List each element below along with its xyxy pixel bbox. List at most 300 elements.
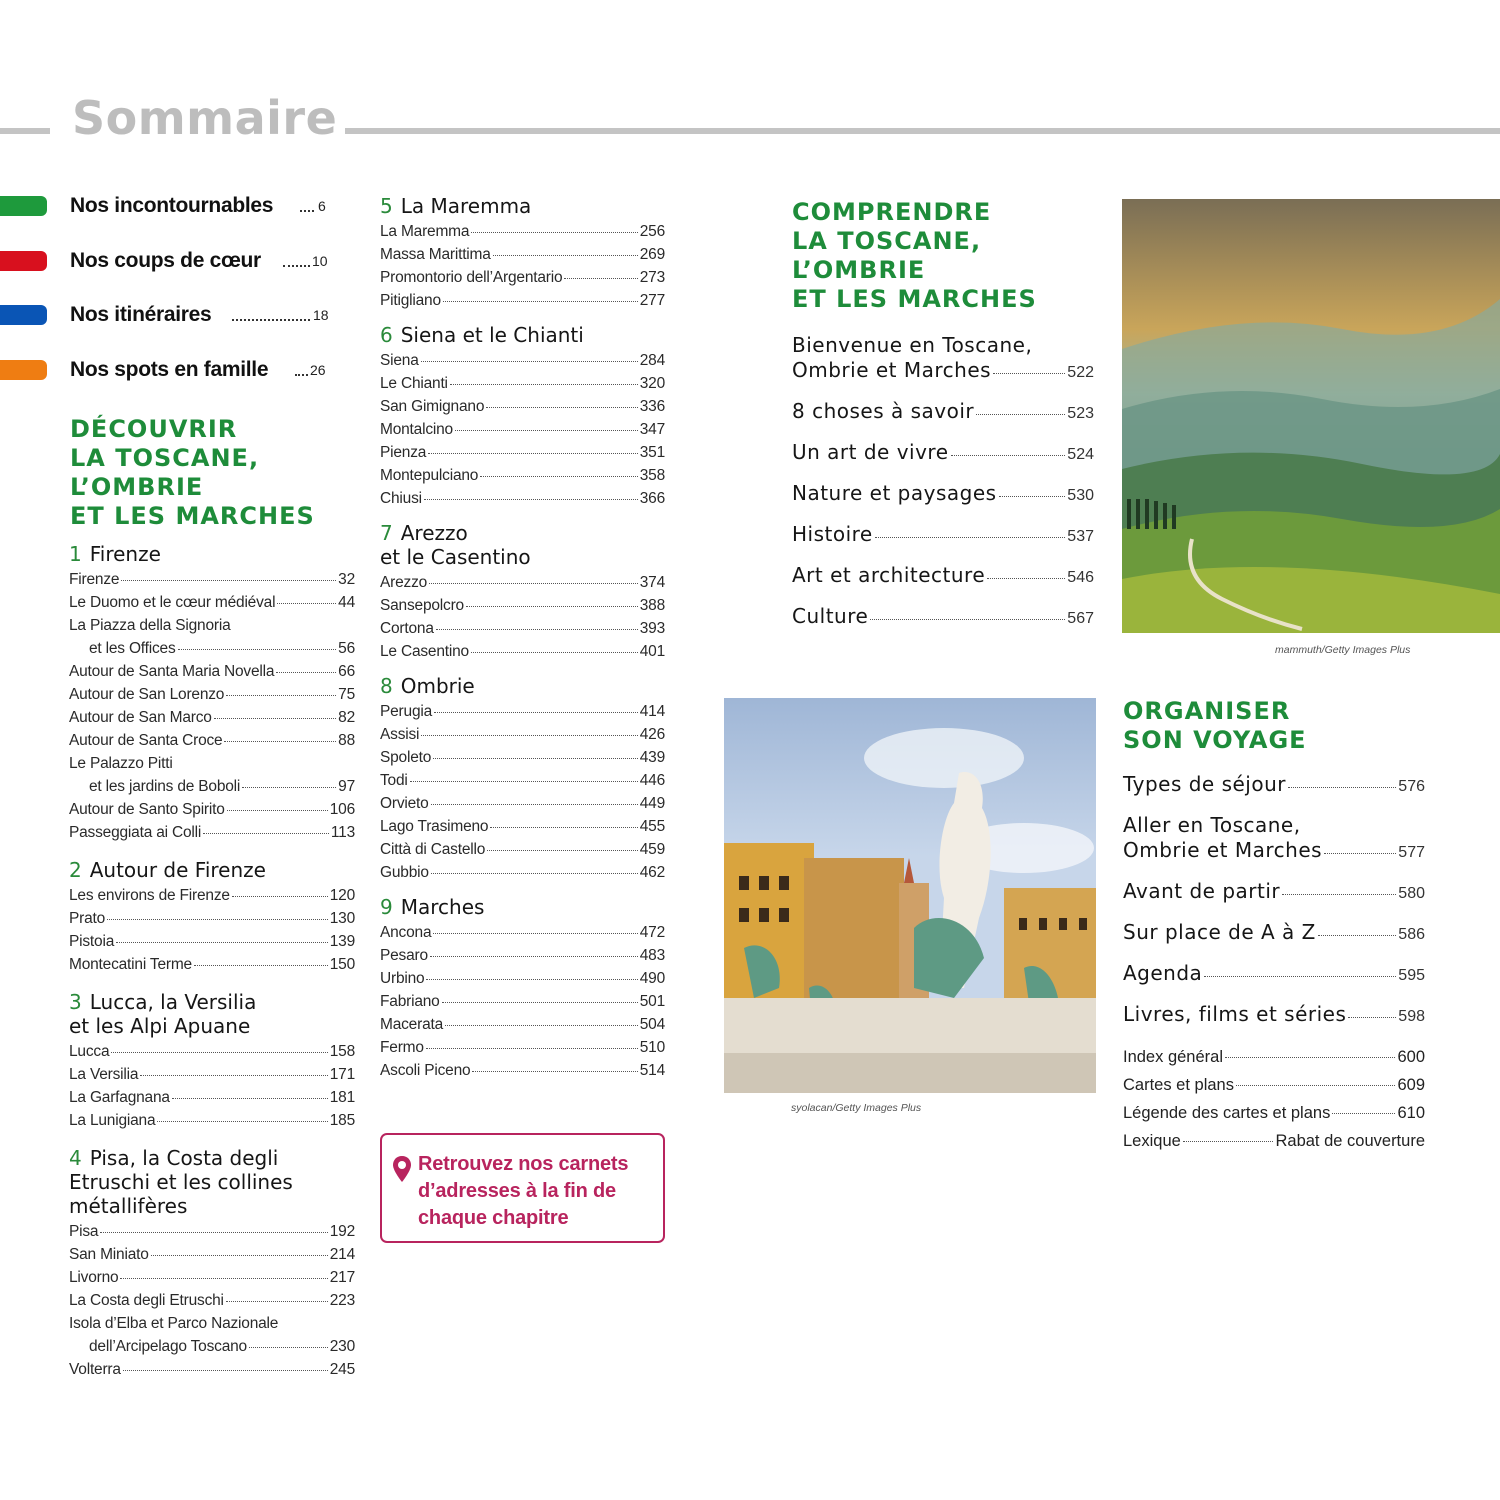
leader-dots: [226, 695, 336, 696]
entry-page: 523: [1067, 405, 1094, 422]
leader-dots: [471, 652, 638, 653]
chapter-number: 3: [69, 990, 82, 1014]
chapter-number: 6: [380, 323, 393, 347]
entry-page: 401: [639, 643, 665, 660]
entry-label: Urbino: [380, 970, 425, 987]
entry-label: Montecatini Terme: [69, 956, 192, 973]
entry-label: Lexique: [1123, 1132, 1181, 1150]
entry-page: 214: [329, 1246, 355, 1263]
toc-entry[interactable]: [792, 604, 1094, 631]
chapter-title: et les Alpi Apuane: [69, 1014, 251, 1038]
entry-page: 537: [1067, 528, 1094, 545]
blue-swatch: [0, 305, 47, 325]
chapter-number: 7: [380, 521, 393, 545]
toc-entry[interactable]: [69, 798, 355, 821]
toc-entry[interactable]: [69, 1243, 355, 1266]
leader-dots: [157, 1121, 327, 1122]
heading-line: ORGANISER: [1123, 697, 1291, 725]
appendix-entry[interactable]: [1123, 1127, 1425, 1155]
toc-entry[interactable]: [380, 464, 665, 487]
leader-dots: [116, 942, 328, 943]
chapter-1-title[interactable]: [69, 542, 355, 566]
entry-page: 75: [338, 686, 355, 703]
toc-entry-line1[interactable]: Le Palazzo Pitti: [69, 755, 173, 772]
toc-entry[interactable]: [69, 1109, 355, 1132]
entry-label: Sur place de A à Z: [1123, 920, 1316, 944]
entry-page: 120: [329, 887, 355, 904]
toc-entry[interactable]: [69, 660, 355, 683]
toc-entry-line1[interactable]: Aller en Toscane,: [1123, 813, 1301, 837]
toc-entry[interactable]: [1123, 772, 1425, 799]
leader-dots: [436, 629, 638, 630]
entry-page: 347: [639, 421, 665, 438]
toc-entry[interactable]: [69, 1063, 355, 1086]
entry-page: 230: [329, 1338, 355, 1355]
leader-dots: [999, 496, 1066, 497]
chapter-number: 1: [69, 542, 82, 566]
entry-label: La Costa degli Etruschi: [69, 1292, 224, 1309]
entry-label: Macerata: [380, 1016, 444, 1033]
chapter-title: et le Casentino: [380, 545, 531, 569]
leader-dots: [1288, 787, 1396, 788]
section-heading-decouvrir: [70, 415, 315, 531]
entry-label: Ancona: [380, 924, 432, 941]
leader-dots: [232, 896, 328, 897]
leader-dots: [226, 1301, 328, 1302]
toc-entry[interactable]: [380, 243, 665, 266]
entry-label: et les jardins de Boboli: [89, 778, 241, 795]
toc-entry[interactable]: [69, 683, 355, 706]
entry-page: 277: [639, 292, 665, 309]
chapter-number: 8: [380, 674, 393, 698]
toc-entry[interactable]: [1123, 920, 1425, 947]
toc-entry[interactable]: [69, 884, 355, 907]
chapter-9-title[interactable]: [380, 895, 665, 919]
toc-entry[interactable]: [69, 1220, 355, 1243]
toc-entry[interactable]: [380, 769, 665, 792]
leader-dots: [426, 979, 637, 980]
heading-line: ET LES MARCHES: [792, 285, 1037, 313]
entry-page: 66: [338, 663, 355, 680]
map-pin-icon: [392, 1155, 412, 1183]
toc-entry[interactable]: [380, 1059, 665, 1082]
toc-entry[interactable]: [1123, 1002, 1425, 1029]
leader-dots: [178, 649, 337, 650]
toc-entry[interactable]: [69, 706, 355, 729]
leader-dots: [429, 583, 638, 584]
entry-page: 320: [639, 375, 665, 392]
toc-entry[interactable]: [380, 266, 665, 289]
chapter-title: La Maremma: [400, 194, 532, 218]
entry-label: La Maremma: [380, 223, 470, 240]
entry-label: Arezzo: [380, 574, 428, 591]
entry-label: La Garfagnana: [69, 1089, 170, 1106]
appendix-entry[interactable]: [1123, 1099, 1425, 1127]
chapter-title: Marches: [400, 895, 485, 919]
heading-line: DÉCOUVRIR: [70, 415, 238, 443]
entry-label: Culture: [792, 604, 869, 628]
entry-label: Passeggiata ai Colli: [69, 824, 202, 841]
toc-entry[interactable]: [380, 944, 665, 967]
leader-dots: [421, 361, 638, 362]
leader-dots: [466, 606, 638, 607]
chapter-number: 4: [69, 1146, 82, 1170]
entry-label: Lucca: [69, 1043, 110, 1060]
toc-entry[interactable]: [792, 440, 1094, 467]
toc-entry[interactable]: [380, 723, 665, 746]
heading-line: LA TOSCANE,: [70, 444, 260, 472]
toc-entry[interactable]: [69, 1266, 355, 1289]
neptune-fountain-image: [724, 698, 1096, 1093]
appendix-entry[interactable]: [1123, 1071, 1425, 1099]
entry-label: Città di Castello: [380, 841, 486, 858]
entry-label: Autour de Santa Maria Novella: [69, 663, 275, 680]
entry-page: 514: [639, 1062, 665, 1079]
leader-dots: [172, 1098, 328, 1099]
leader-dots: [1332, 1113, 1395, 1114]
leader-dots: [443, 301, 638, 302]
heading-line: LA TOSCANE,: [792, 227, 982, 255]
entry-page: 439: [639, 749, 665, 766]
chapter-title: Firenze: [89, 542, 161, 566]
entry-page: 610: [1397, 1104, 1425, 1122]
entry-label: Le Casentino: [380, 643, 469, 660]
leader-dots: [214, 718, 336, 719]
entry-page: 245: [329, 1361, 355, 1378]
leader-dots: [410, 781, 638, 782]
toc-entry[interactable]: [69, 729, 355, 752]
chapter-7-title[interactable]: [380, 521, 665, 569]
toc-entry[interactable]: [792, 481, 1094, 508]
highlight-page: 26: [310, 362, 326, 378]
toc-entry[interactable]: [380, 395, 665, 418]
leader-dots: [121, 580, 336, 581]
toc-entry[interactable]: [69, 821, 355, 844]
chapter-number: 9: [380, 895, 393, 919]
entry-label: Art et architecture: [792, 563, 986, 587]
toc-entry[interactable]: [380, 220, 665, 243]
entry-page: 88: [338, 732, 355, 749]
toc-entry[interactable]: [380, 990, 665, 1013]
toc-entry[interactable]: [69, 953, 355, 976]
entry-page: 510: [639, 1039, 665, 1056]
title-rule-right: [345, 128, 1500, 134]
toc-entry[interactable]: [69, 1086, 355, 1109]
leader-dots: [1282, 894, 1396, 895]
highlight-label: Nos coups de cœur: [70, 249, 261, 272]
chapter-6-title[interactable]: [380, 323, 665, 347]
entry-page: 223: [329, 1292, 355, 1309]
toc-entry[interactable]: [380, 349, 665, 372]
highlight-page: 18: [313, 307, 329, 323]
toc-entry-line1[interactable]: Isola d’Elba et Parco Nazionale: [69, 1315, 279, 1332]
toc-entry[interactable]: [380, 746, 665, 769]
entry-page: 388: [639, 597, 665, 614]
chapter-title: métallifères: [69, 1194, 188, 1218]
chapter-5-title[interactable]: [380, 194, 665, 218]
leader-dots: [433, 758, 638, 759]
notice-line: d’adresses à la fin de: [418, 1180, 616, 1202]
heading-line: L’OMBRIE: [792, 256, 926, 284]
chapter-8-title[interactable]: [380, 674, 665, 698]
leader-dots: [120, 1278, 327, 1279]
toc-entry[interactable]: [380, 441, 665, 464]
toc-entry[interactable]: [69, 1358, 355, 1381]
entry-page: Rabat de couverture: [1275, 1132, 1425, 1150]
entry-label: Agenda: [1123, 961, 1203, 985]
toc-entry[interactable]: [792, 522, 1094, 549]
leader-dots: [107, 919, 328, 920]
entry-label: et les Offices: [89, 640, 176, 657]
toc-entry[interactable]: [380, 921, 665, 944]
entry-page: 490: [639, 970, 665, 987]
leader-dots: [1318, 935, 1396, 936]
toc-entry[interactable]: [69, 568, 355, 591]
toc-entry[interactable]: [69, 637, 355, 660]
toc-entry[interactable]: [380, 700, 665, 723]
toc-entry[interactable]: [1123, 879, 1425, 906]
leader-dots: [283, 265, 310, 267]
entry-label: Nature et paysages: [792, 481, 997, 505]
toc-entry[interactable]: [380, 815, 665, 838]
notice-text: [418, 1151, 653, 1232]
notice-line: Retrouvez nos carnets: [418, 1153, 629, 1175]
leader-dots: [434, 712, 638, 713]
chapter-number: 5: [380, 194, 393, 218]
entry-page: 82: [338, 709, 355, 726]
toc-entry[interactable]: [69, 775, 355, 798]
leader-dots: [123, 1370, 328, 1371]
leader-dots: [194, 965, 328, 966]
heading-line: ET LES MARCHES: [70, 502, 315, 530]
toc-entry[interactable]: [380, 838, 665, 861]
leader-dots: [111, 1052, 327, 1053]
chapter-3-title[interactable]: [69, 990, 355, 1038]
entry-page: 609: [1397, 1076, 1425, 1094]
entry-page: 524: [1067, 446, 1094, 463]
entry-page: 139: [329, 933, 355, 950]
toc-column-2: [380, 194, 665, 1082]
leader-dots: [870, 619, 1065, 620]
leader-dots: [433, 933, 637, 934]
toc-entry[interactable]: [792, 399, 1094, 426]
entry-page: 598: [1398, 1008, 1425, 1025]
chapter-2-title[interactable]: [69, 858, 355, 882]
entry-page: 546: [1067, 569, 1094, 586]
organize-list: [1123, 772, 1425, 1155]
entry-label: Assisi: [380, 726, 420, 743]
entry-label: Firenze: [69, 571, 120, 588]
entry-label: Avant de partir: [1123, 879, 1281, 903]
entry-page: 483: [639, 947, 665, 964]
entry-label: Cartes et plans: [1123, 1076, 1234, 1094]
leader-dots: [300, 210, 314, 212]
entry-label: Promontorio dell’Argentario: [380, 269, 563, 286]
entry-label: dell’Arcipelago Toscano: [89, 1338, 247, 1355]
entry-label: Perugia: [380, 703, 433, 720]
highlight-itineraires[interactable]: [0, 303, 340, 327]
address-book-notice: [380, 1133, 665, 1243]
toc-entry[interactable]: [380, 1036, 665, 1059]
highlight-page: 10: [312, 253, 328, 269]
toc-entry[interactable]: [69, 907, 355, 930]
leader-dots: [490, 827, 637, 828]
toc-entry[interactable]: [380, 640, 665, 663]
leader-dots: [564, 278, 637, 279]
entry-page: 414: [639, 703, 665, 720]
entry-label: Le Chianti: [380, 375, 448, 392]
appendix-entry[interactable]: [1123, 1043, 1425, 1071]
entry-page: 351: [639, 444, 665, 461]
entry-label: Pesaro: [380, 947, 428, 964]
highlight-label: Nos incontournables: [70, 194, 274, 217]
toc-entry[interactable]: [380, 418, 665, 441]
toc-entry[interactable]: [69, 1335, 355, 1358]
entry-label: Fabriano: [380, 993, 440, 1010]
chapter-4-title[interactable]: [69, 1146, 355, 1218]
entry-page: 393: [639, 620, 665, 637]
entry-page: 374: [639, 574, 665, 591]
entry-page: 522: [1067, 364, 1094, 381]
leader-dots: [426, 1048, 638, 1049]
toc-entry[interactable]: [380, 792, 665, 815]
leader-dots: [987, 578, 1065, 579]
entry-label: Pienza: [380, 444, 427, 461]
leader-dots: [487, 850, 638, 851]
toc-entry[interactable]: [1123, 838, 1425, 865]
leader-dots: [227, 810, 328, 811]
entry-label: Chiusi: [380, 490, 422, 507]
entry-page: 595: [1398, 967, 1425, 984]
entry-label: Livres, films et séries: [1123, 1002, 1347, 1026]
entry-label: Spoleto: [380, 749, 432, 766]
leader-dots: [295, 374, 308, 376]
entry-label: Un art de vivre: [792, 440, 949, 464]
toc-entry[interactable]: [380, 861, 665, 884]
toc-entry[interactable]: [69, 1289, 355, 1312]
toc-entry[interactable]: [69, 591, 355, 614]
chapter-title: Siena et le Chianti: [400, 323, 584, 347]
chapter-title: Ombrie: [400, 674, 475, 698]
entry-label: Volterra: [69, 1361, 121, 1378]
leader-dots: [1324, 853, 1396, 854]
toc-entry[interactable]: [792, 358, 1094, 385]
leader-dots: [993, 373, 1065, 374]
toc-entry[interactable]: [380, 967, 665, 990]
entry-page: 426: [639, 726, 665, 743]
entry-page: 192: [329, 1223, 355, 1240]
leader-dots: [242, 787, 336, 788]
entry-label: Ombrie et Marches: [1123, 838, 1323, 862]
entry-label: Le Duomo et le cœur médiéval: [69, 594, 276, 611]
entry-page: 284: [639, 352, 665, 369]
toc-entry[interactable]: [69, 1040, 355, 1063]
entry-page: 106: [329, 801, 355, 818]
leader-dots: [1348, 1017, 1396, 1018]
entry-page: 336: [639, 398, 665, 415]
toc-entry[interactable]: [380, 571, 665, 594]
notice-line: chaque chapitre: [418, 1207, 569, 1229]
photo-credit-fountain: syolacan/Getty Images Plus: [791, 1102, 922, 1114]
highlight-page: 6: [318, 198, 326, 214]
entry-label: Massa Marittima: [380, 246, 491, 263]
leader-dots: [442, 1002, 638, 1003]
leader-dots: [430, 956, 638, 957]
entry-label: Index général: [1123, 1048, 1223, 1066]
entry-label: Autour de San Lorenzo: [69, 686, 225, 703]
entry-label: Ascoli Piceno: [380, 1062, 471, 1079]
leader-dots: [431, 804, 638, 805]
toc-entry[interactable]: [69, 930, 355, 953]
entry-page: 44: [338, 594, 355, 611]
entry-label: Pitigliano: [380, 292, 441, 309]
toc-entry[interactable]: [380, 1013, 665, 1036]
toc-entry[interactable]: [1123, 961, 1425, 988]
leader-dots: [151, 1255, 328, 1256]
leader-dots: [140, 1075, 327, 1076]
entry-label: Gubbio: [380, 864, 429, 881]
entry-label: Lago Trasimeno: [380, 818, 489, 835]
leader-dots: [1225, 1057, 1395, 1058]
toc-entry[interactable]: [380, 289, 665, 312]
toc-entry-line1[interactable]: Bienvenue en Toscane,: [792, 333, 1033, 357]
entry-page: 181: [329, 1089, 355, 1106]
entry-page: 567: [1067, 610, 1094, 627]
entry-label: Prato: [69, 910, 106, 927]
entry-page: 358: [639, 467, 665, 484]
leader-dots: [445, 1025, 638, 1026]
entry-label: La Versilia: [69, 1066, 139, 1083]
toc-entry[interactable]: [792, 563, 1094, 590]
toc-entry[interactable]: [380, 617, 665, 640]
leader-dots: [203, 833, 329, 834]
highlight-incontournables[interactable]: [0, 194, 340, 218]
entry-label: Orvieto: [380, 795, 429, 812]
entry-page: 600: [1397, 1048, 1425, 1066]
page-title: Sommaire: [72, 91, 338, 145]
leader-dots: [428, 453, 638, 454]
chapter-title: Lucca, la Versilia: [89, 990, 257, 1014]
photo-credit-landscape: mammuth/Getty Images Plus: [1275, 644, 1411, 656]
toc-entry-line1[interactable]: La Piazza della Signoria: [69, 617, 231, 634]
entry-label: Autour de Santo Spirito: [69, 801, 225, 818]
entry-label: 8 choses à savoir: [792, 399, 975, 423]
entry-page: 472: [639, 924, 665, 941]
chapter-number: 2: [69, 858, 82, 882]
leader-dots: [1204, 976, 1396, 977]
entry-page: 501: [639, 993, 665, 1010]
entry-page: 217: [329, 1269, 355, 1286]
chapter-title: Autour de Firenze: [89, 858, 266, 882]
title-rule-left: [0, 128, 50, 134]
entry-page: 185: [329, 1112, 355, 1129]
highlight-spots-famille[interactable]: [0, 358, 340, 382]
entry-page: 32: [338, 571, 355, 588]
entry-page: 449: [639, 795, 665, 812]
leader-dots: [232, 319, 310, 321]
highlight-coups-de-coeur[interactable]: [0, 249, 340, 273]
entry-page: 504: [639, 1016, 665, 1033]
heading-line: L’OMBRIE: [70, 473, 204, 501]
toc-entry[interactable]: [380, 487, 665, 510]
entry-page: 576: [1398, 778, 1425, 795]
toc-entry[interactable]: [380, 594, 665, 617]
toc-column-1: [69, 542, 355, 1381]
landscape-photo: [1122, 199, 1500, 633]
leader-dots: [472, 1071, 637, 1072]
toc-entry[interactable]: [380, 372, 665, 395]
leader-dots: [493, 255, 638, 256]
